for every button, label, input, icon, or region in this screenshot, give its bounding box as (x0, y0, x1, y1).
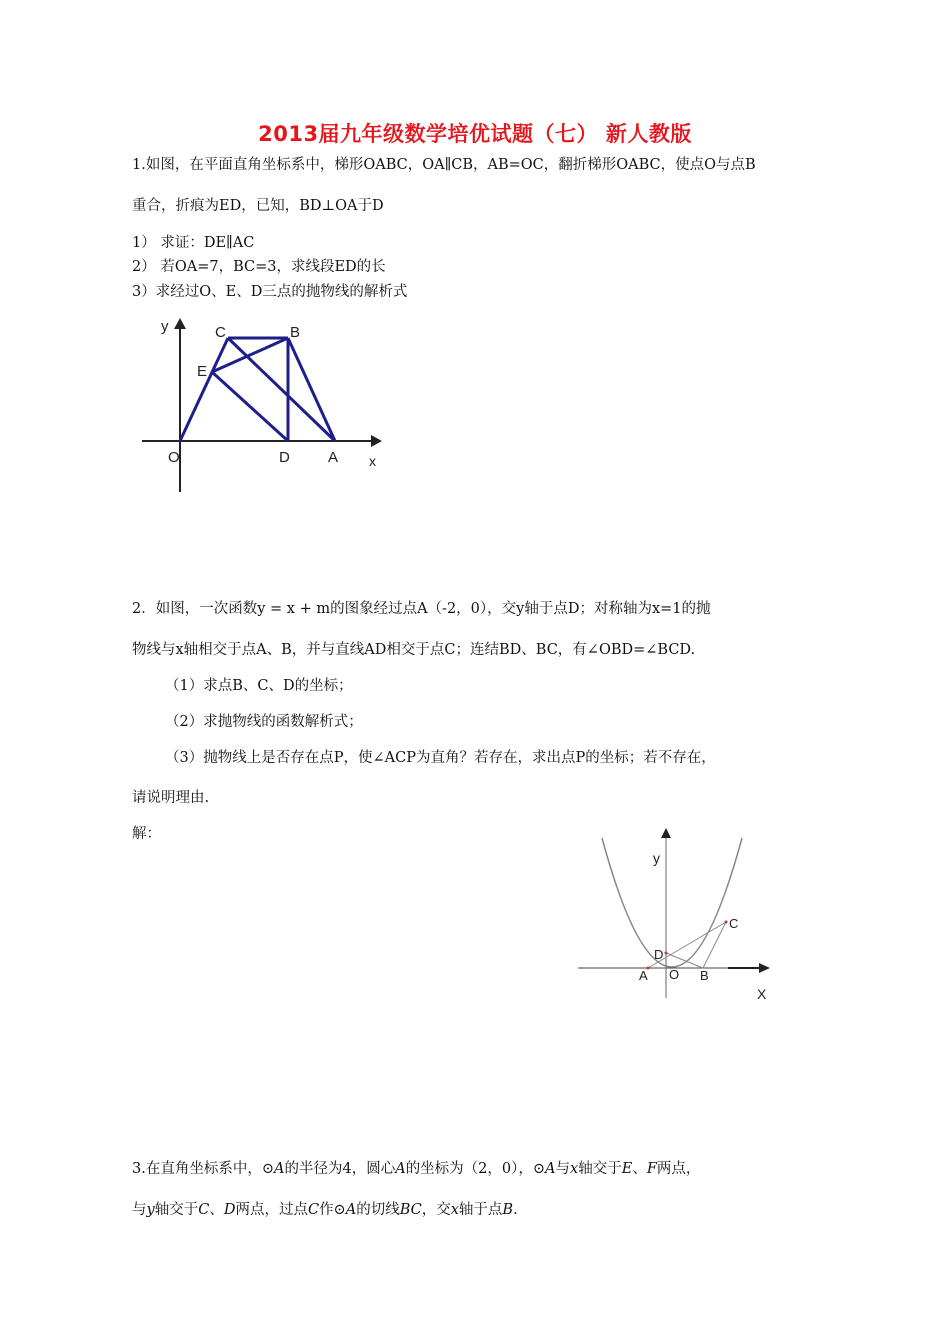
label-o: O (669, 967, 680, 982)
label-b: B (290, 324, 301, 341)
segment-ed (212, 372, 288, 441)
label-e: E (197, 363, 208, 380)
label-c: C (215, 324, 226, 341)
q2-line1: 2．如图，一次函数y = x + m的图象经过点A（-2，0），交y轴于点D；对称轴为x=1的抛 (132, 601, 711, 617)
q1-line2: 重合，折痕为ED，已知，BD⊥OA于D (132, 198, 384, 214)
label-x: x (369, 453, 376, 469)
q2-sub2: （2）求抛物线的函数解析式； (165, 714, 363, 730)
q1-sub3: 3）求经过O、E、D三点的抛物线的解析式 (132, 284, 408, 300)
x-axis-arrow (759, 963, 770, 973)
q1-line1: 1.如图，在平面直角坐标系中，梯形OABC，OA∥CB，AB=OC，翻折梯形OABC，使点O与点B (132, 157, 756, 173)
q2-sub3: （3）抛物线上是否存在点P，使∠ACP为直角？若存在，求出点P的坐标；若不存在， (165, 750, 716, 766)
segment-ba (288, 338, 335, 441)
q2-line2: 物线与x轴相交于点A、B，并与直线AD相交于点C；连结BD、BC，有∠OBD=∠BCD. (132, 642, 696, 658)
q2-parabola-figure (570, 822, 785, 1010)
page-title: 2013届九年级数学培优试题（七） 新人教版 (258, 122, 692, 146)
q1-sub1: 1） 求证：DE∥AC (132, 235, 255, 251)
q3-line1: 3.在直角坐标系中，⊙A的半径为4，圆心A的坐标为（2，0），⊙A与x轴交于E、F两点， (132, 1161, 701, 1177)
label-d: D (279, 449, 290, 466)
label-b: B (700, 968, 709, 983)
point-d (665, 952, 668, 955)
label-o: O (168, 449, 180, 466)
y-axis-arrow (174, 318, 186, 329)
y-axis-arrow (661, 828, 671, 838)
segment-oc (180, 338, 228, 441)
q2-answer-label: 解： (132, 826, 161, 842)
label-x: X (757, 986, 767, 1002)
q1-sub2: 2） 若OA=7，BC=3，求线段ED的长 (132, 259, 386, 275)
label-y: y (161, 318, 169, 335)
q3-line2: 与y轴交于C、D两点，过点C作⊙A的切线BC，交x轴于点B. (132, 1202, 518, 1218)
x-axis-arrow (371, 435, 382, 447)
segment-eb (212, 338, 288, 372)
q2-sub1: （1）求点B、C、D的坐标； (165, 678, 353, 694)
segment-ca (228, 338, 335, 441)
label-d: D (654, 947, 664, 962)
q1-trapezoid-figure (140, 310, 400, 500)
label-c: C (729, 916, 739, 931)
label-y: y (653, 850, 660, 866)
label-a: A (639, 968, 648, 983)
parabola-curve (602, 838, 742, 967)
label-a: A (328, 449, 339, 466)
line-bd (666, 953, 703, 968)
point-c (725, 921, 728, 924)
q2-sub3b: 请说明理由. (132, 790, 210, 806)
